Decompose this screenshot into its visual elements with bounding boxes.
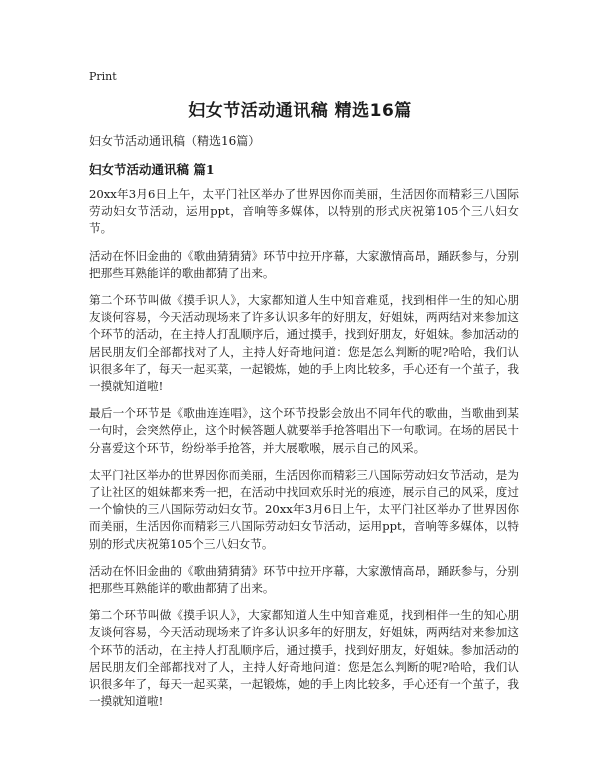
page-title: 妇女节活动通讯稿 精选16篇: [188, 101, 412, 121]
paragraph: 第二个环节叫做《摸手识人》，大家都知道人生中知音难觅，找到相伴一生的知心朋友谈何容易，今天活动现场来了许多认识多年的好朋友，好姐妹，两两结对来参加这个环节的活动，在主持人打乱顺序后，通过摸手，找到好朋友，好姐妹。参加活动的居民朋友们全部都找对了人，主持人好奇地问道：您是怎么判断的呢?哈哈，我们认识很多年了，每天一起买菜，一起锻炼，她的手上肉比较多，手心还有一个茧子，我一摸就知道啦!: [89, 293, 519, 394]
document-subtitle: 妇女节活动通讯稿（精选16篇）: [89, 134, 261, 148]
paragraph: 活动在怀旧金曲的《歌曲猜猜猜》环节中拉开序幕，大家激情高昂，踊跃参与，分别把那些耳熟能详的歌曲都猜了出来。: [89, 248, 519, 280]
print-label[interactable]: Print: [89, 70, 117, 83]
paragraph: 活动在怀旧金曲的《歌曲猜猜猜》环节中拉开序幕，大家激情高昂，踊跃参与，分别把那些耳熟能详的歌曲都猜了出来。: [89, 563, 519, 596]
article-body: [89, 186, 519, 720]
paragraph: 20xx年3月6日上午，太平门社区举办了世界因你而美丽，生活因你而精彩三八国际劳动妇女节活动，运用ppt，音响等多媒体，以特别的形式庆祝第105个三八妇女节。: [89, 187, 519, 236]
paragraph: 第二个环节叫做《摸手识人》，大家都知道人生中知音难觅，找到相伴一生的知心朋友谈何容易，今天活动现场来了许多认识多年的好朋友，好姐妹，两两结对来参加这个环节的活动，在主持人打乱顺序后，通过摸手，找到好朋友，好姐妹。参加活动的居民朋友们全部都找对了人，主持人好奇地问道：您是怎么判断的呢?哈哈，我们认识很多年了，每天一起买菜，一起锻炼，她的手上肉比较多，手心还有一个茧子，我一摸就知道啦!: [89, 608, 519, 709]
paragraph: 最后一个环节是《歌曲连连唱》，这个环节投影会放出不同年代的歌曲，当歌曲到某一句时，会突然停止，这个时候答题人就要举手抢答唱出下一句歌词。在场的居民十分喜爱这个环节，纷纷举手抢答，并大展歌喉，展示自己的风采。: [89, 406, 519, 455]
section-heading: 妇女节活动通讯稿 篇1: [89, 162, 215, 177]
paragraph: 太平门社区举办的世界因你而美丽，生活因你而精彩三八国际劳动妇女节活动，是为了让社区的姐妹都来秀一把，在活动中找回欢乐时光的痕迹，展示自己的风采，度过一个愉快的三八国际劳动妇女节。20xx年3月6日上午，太平门社区举办了世界因你而美丽，生活因你而精彩三八国际劳动妇女节活动，运用ppt，音响等多媒体，以特别的形式庆祝第105个三八妇女节。: [89, 467, 519, 551]
